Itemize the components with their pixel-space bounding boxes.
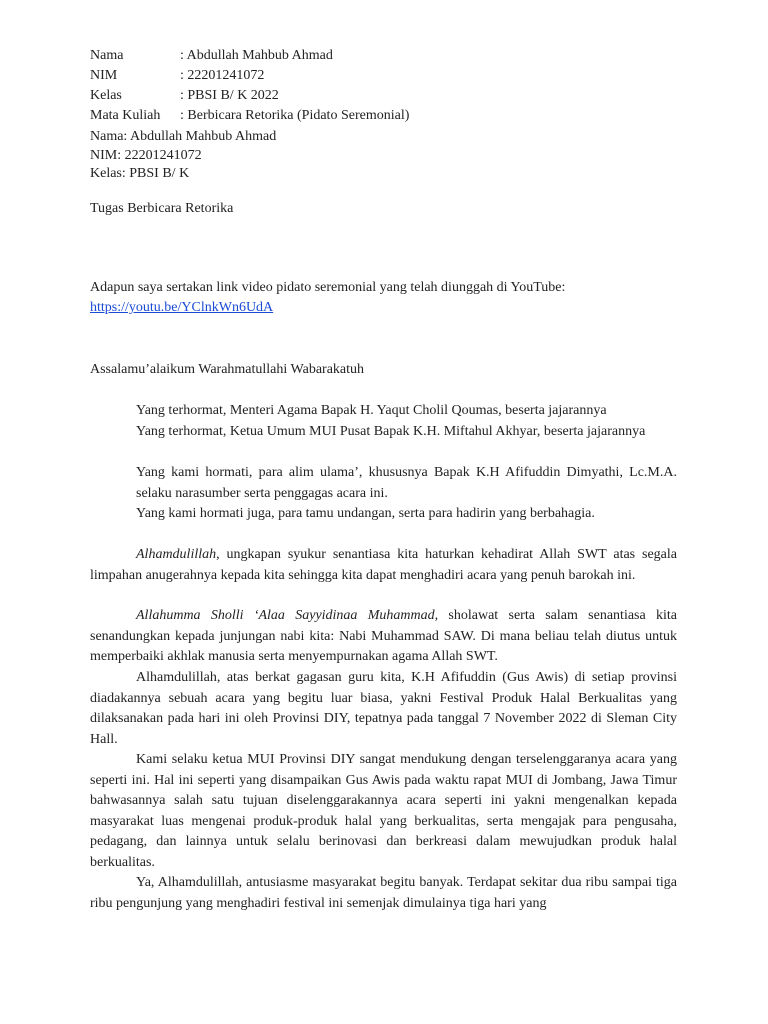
identity-row-nim	[90, 66, 264, 86]
assignment-title: Tugas Berbicara Retorika	[90, 201, 234, 216]
greeting: Assalamu’alaikum Warahmatullahi Wabarakatuh	[90, 362, 365, 377]
youtube-link[interactable]: https://youtu.be/YClnkWn6UdA	[90, 300, 274, 315]
paragraph-text: , ungkapan syukur senantiasa kita haturkan kehadirat Allah SWT atas segala limpahan anugerahnya kepada kita sehingga kita dapat menghadiri acara yang penuh barokah ini.	[90, 547, 677, 583]
link-intro: Adapun saya sertakan link video pidato seremonial yang telah diunggah di YouTube:	[90, 280, 566, 295]
identity-row-kelas	[90, 86, 279, 106]
identity-plain-nim: NIM: 22201241072	[90, 148, 202, 163]
salutation-3: Yang kami hormati, para alim ulama’, khususnya Bapak K.H Afifuddin Dimyathi, Lc.M.A. selaku narasumber serta penggagas acara ini.	[136, 465, 677, 501]
body-paragraph-2	[90, 606, 677, 668]
identity-label: NIM	[90, 68, 118, 83]
identity-plain-nama: Nama: Abdullah Mahbub Ahmad	[90, 129, 277, 144]
body-paragraph-3: Alhamdulillah, atas berkat gagasan guru kita, K.H Afifuddin (Gus Awis) di setiap provinsi diadakannya sebuah acara yang begitu luar biasa, yakni Festival Produk Halal Berkualitas yang dilaksanakan pada hari ini oleh Provinsi DIY, tepatnya pada tanggal 7 November 2022 di Sleman City Hall.	[90, 670, 677, 747]
identity-row-mata-kuliah	[90, 106, 409, 126]
body-paragraph-1	[90, 545, 677, 586]
salutation-1: Yang terhormat, Menteri Agama Bapak H. Yaqut Cholil Qoumas, beserta jajarannya	[136, 403, 607, 418]
salutation-4: Yang kami hormati juga, para tamu undangan, serta para hadirin yang berbahagia.	[136, 506, 595, 521]
identity-plain-kelas: Kelas: PBSI B/ K	[90, 166, 190, 181]
identity-label: Kelas	[90, 88, 122, 103]
body-paragraph-4: Kami selaku ketua MUI Provinsi DIY sangat mendukung dengan terselenggaranya acara yang seperti ini. Hal ini seperti yang disampaikan Gus Awis pada waktu rapat MUI di Jombang, Jawa Timur bahwasannya salah satu tujuan diselenggarakannya acara seperti ini yakni mengenalkan kepada masyarakat luas mengenai produk-produk halal yang berkualitas, serta mengajak para pengusaha, pedagang, dan lainnya untuk selalu berinovasi dan berkreasi dalam mewujudkan produk halal berkualitas.	[90, 752, 677, 870]
identity-value: : PBSI B/ K 2022	[180, 88, 279, 103]
paragraph-italic-phrase: Alhamdulillah	[136, 547, 217, 562]
identity-value: : Berbicara Retorika (Pidato Seremonial)	[180, 108, 410, 123]
identity-value: : 22201241072	[180, 68, 265, 83]
paragraph-text: sholawat serta salam senantiasa kita senandungkan kepada junjungan nabi kita: Nabi Muhammad SAW. Di mana beliau telah diutus untuk memperbaiki akhlak manusia serta menyempurnakan agama Allah SWT.	[90, 608, 677, 664]
salutation-2: Yang terhormat, Ketua Umum MUI Pusat Bapak K.H. Miftahul Akhyar, beserta jajarannya	[136, 424, 646, 439]
paragraph-italic-phrase: Allahumma Sholli ‘Alaa Sayyidinaa Muhammad,	[136, 608, 439, 623]
body-paragraph-5: Ya, Alhamdulillah, antusiasme masyarakat begitu banyak. Terdapat sekitar dua ribu sampai tiga ribu pengunjung yang menghadiri festival ini semenjak dimulainya tiga hari yang	[90, 875, 677, 911]
identity-value: : Abdullah Mahbub Ahmad	[180, 48, 333, 63]
identity-row-nama	[90, 46, 333, 66]
identity-label: Mata Kuliah	[90, 108, 161, 123]
identity-label: Nama	[90, 48, 124, 63]
